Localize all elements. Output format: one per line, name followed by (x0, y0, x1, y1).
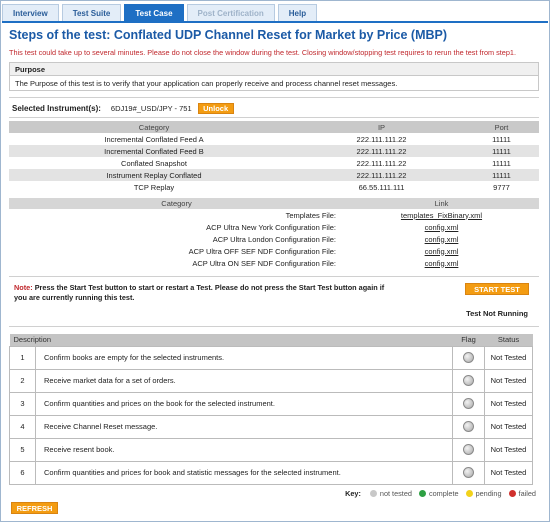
column-header-flag: Flag (453, 334, 485, 346)
key-item: complete (428, 489, 459, 498)
step-status: Not Tested (485, 438, 533, 461)
link-category: ACP Ultra New York Configuration File: (206, 222, 336, 232)
tab-post-certification: Post Certification (187, 4, 275, 21)
step-status: Not Tested (485, 415, 533, 438)
instrument-label: Selected Instrument(s): (12, 103, 101, 113)
column-header-description: Description (10, 334, 453, 346)
unlock-button[interactable]: Unlock (198, 103, 234, 114)
link-category: Templates File: (285, 210, 336, 220)
table-row (9, 209, 539, 221)
config-file-link[interactable]: config.xml (424, 258, 459, 268)
tab-interview[interactable]: Interview (2, 4, 59, 21)
column-header-port: Port (464, 121, 539, 133)
step-description: Confirm books are empty for the selected instruments. (36, 346, 453, 369)
tab-test-suite[interactable]: Test Suite (62, 4, 122, 21)
feed-ip: 222.111.111.22 (299, 145, 464, 157)
tab-help[interactable]: Help (278, 4, 317, 21)
table-row (9, 257, 539, 269)
purpose-heading: Purpose (10, 63, 538, 76)
complete-dot-icon (419, 490, 426, 497)
templates-file-link[interactable]: templates_FixBinary.xml (400, 210, 483, 220)
note-prefix: Note: (14, 283, 33, 292)
key-item: failed (518, 489, 536, 498)
step-number: 2 (10, 369, 36, 392)
step-status: Not Tested (485, 392, 533, 415)
start-test-button[interactable]: START TEST (465, 283, 529, 295)
refresh-button[interactable]: REFRESH (11, 502, 58, 514)
divider (9, 97, 539, 98)
feed-port: 9777 (493, 182, 510, 192)
table-row (10, 415, 533, 438)
page-title: Steps of the test: Conflated UDP Channel Reset for Market by Price (MBP) (9, 28, 448, 42)
step-status: Not Tested (485, 369, 533, 392)
status-light-icon (463, 467, 474, 478)
table-row (10, 438, 533, 461)
step-description: Confirm quantities and prices on the book for the selected instrument. (36, 392, 453, 415)
warning-text: This test could take up to several minutes. Please do not close the window during the test. Closing window/stopping test requires to rerun the test from step1. (9, 48, 516, 57)
step-number: 6 (10, 461, 36, 484)
key-item: pending (475, 489, 502, 498)
table-row (10, 346, 533, 369)
status-light-icon (463, 398, 474, 409)
feed-port: 11111 (492, 134, 511, 144)
failed-dot-icon (509, 490, 516, 497)
link-category: ACP Ultra ON SEF NDF Configuration File: (192, 258, 336, 268)
flag-cell (453, 392, 485, 415)
note-body: Press the Start Test button to start or restart a Test. Please do not press the Start Test button again if you are currently running this test. (14, 283, 385, 302)
step-description: Receive Channel Reset message. (36, 415, 453, 438)
table-row (10, 392, 533, 415)
config-file-link[interactable]: config.xml (424, 222, 459, 232)
status-light-icon (463, 421, 474, 432)
config-file-link[interactable]: config.xml (424, 246, 459, 256)
link-category: ACP Ultra London Configuration File: (212, 234, 336, 244)
link-category: ACP Ultra OFF SEF NDF Configuration File: (188, 246, 336, 256)
steps-table (9, 334, 533, 485)
feed-ip: 222.111.111.22 (299, 169, 464, 181)
feed-ip: 66.55.111.111 (358, 182, 405, 192)
instrument-value: 6DJ19#_USD/JPY - 751 (110, 103, 192, 113)
feeds-table (9, 121, 539, 193)
step-number: 3 (10, 392, 36, 415)
step-description: Receive resent book. (36, 438, 453, 461)
column-header-status: Status (485, 334, 533, 346)
purpose-text: The Purpose of this test is to verify that your application can properly receive and process channel reset messages. (15, 79, 398, 88)
table-row (9, 233, 539, 245)
flag-cell (453, 346, 485, 369)
table-row (10, 369, 533, 392)
step-description: Receive market data for a set of orders. (36, 369, 453, 392)
table-row (9, 181, 539, 193)
pending-dot-icon (466, 490, 473, 497)
flag-cell (453, 415, 485, 438)
config-file-link[interactable]: config.xml (424, 234, 459, 244)
purpose-box (9, 62, 539, 91)
feed-ip: 222.111.111.22 (356, 158, 407, 168)
run-status: Test Not Running (466, 309, 528, 318)
flag-cell (453, 369, 485, 392)
note-text (14, 283, 394, 303)
not-tested-dot-icon (370, 490, 377, 497)
table-row (9, 157, 539, 169)
table-row (9, 145, 539, 157)
step-description: Confirm quantities and prices for book and statistic messages for the selected instrument. (36, 461, 453, 484)
tab-bar (2, 4, 548, 23)
step-status: Not Tested (485, 461, 533, 484)
table-row (9, 133, 539, 145)
config-links-table (9, 198, 539, 269)
step-number: 1 (10, 346, 36, 369)
feed-category: Instrument Replay Conflated (9, 169, 299, 181)
divider (9, 276, 539, 277)
column-header-category: Category (9, 121, 299, 133)
divider (9, 326, 539, 327)
status-key (345, 489, 536, 498)
table-row (9, 169, 539, 181)
column-header-link: Link (344, 198, 539, 209)
feed-ip: 222.111.111.22 (356, 134, 407, 144)
feed-port: 11111 (464, 169, 539, 181)
divider (9, 117, 539, 118)
feed-category: TCP Replay (133, 182, 175, 192)
flag-cell (453, 461, 485, 484)
feed-category: Incremental Conflated Feed B (9, 145, 299, 157)
feed-category: Conflated Snapshot (121, 158, 187, 168)
step-status: Not Tested (485, 346, 533, 369)
feed-port: 11111 (464, 145, 539, 157)
table-row (9, 245, 539, 257)
table-row (10, 461, 533, 484)
column-header-category: Category (9, 198, 344, 209)
table-row (9, 221, 539, 233)
column-header-ip: IP (299, 121, 464, 133)
feed-port: 11111 (492, 158, 511, 168)
flag-cell (453, 438, 485, 461)
selected-instrument (12, 102, 234, 114)
step-number: 5 (10, 438, 36, 461)
step-number: 4 (10, 415, 36, 438)
status-light-icon (463, 444, 474, 455)
feed-category: Incremental Conflated Feed A (104, 134, 204, 144)
key-item: not tested (379, 489, 412, 498)
status-light-icon (463, 375, 474, 386)
key-label: Key: (345, 489, 361, 498)
status-light-icon (463, 352, 474, 363)
tab-test-case[interactable]: Test Case (124, 4, 183, 21)
